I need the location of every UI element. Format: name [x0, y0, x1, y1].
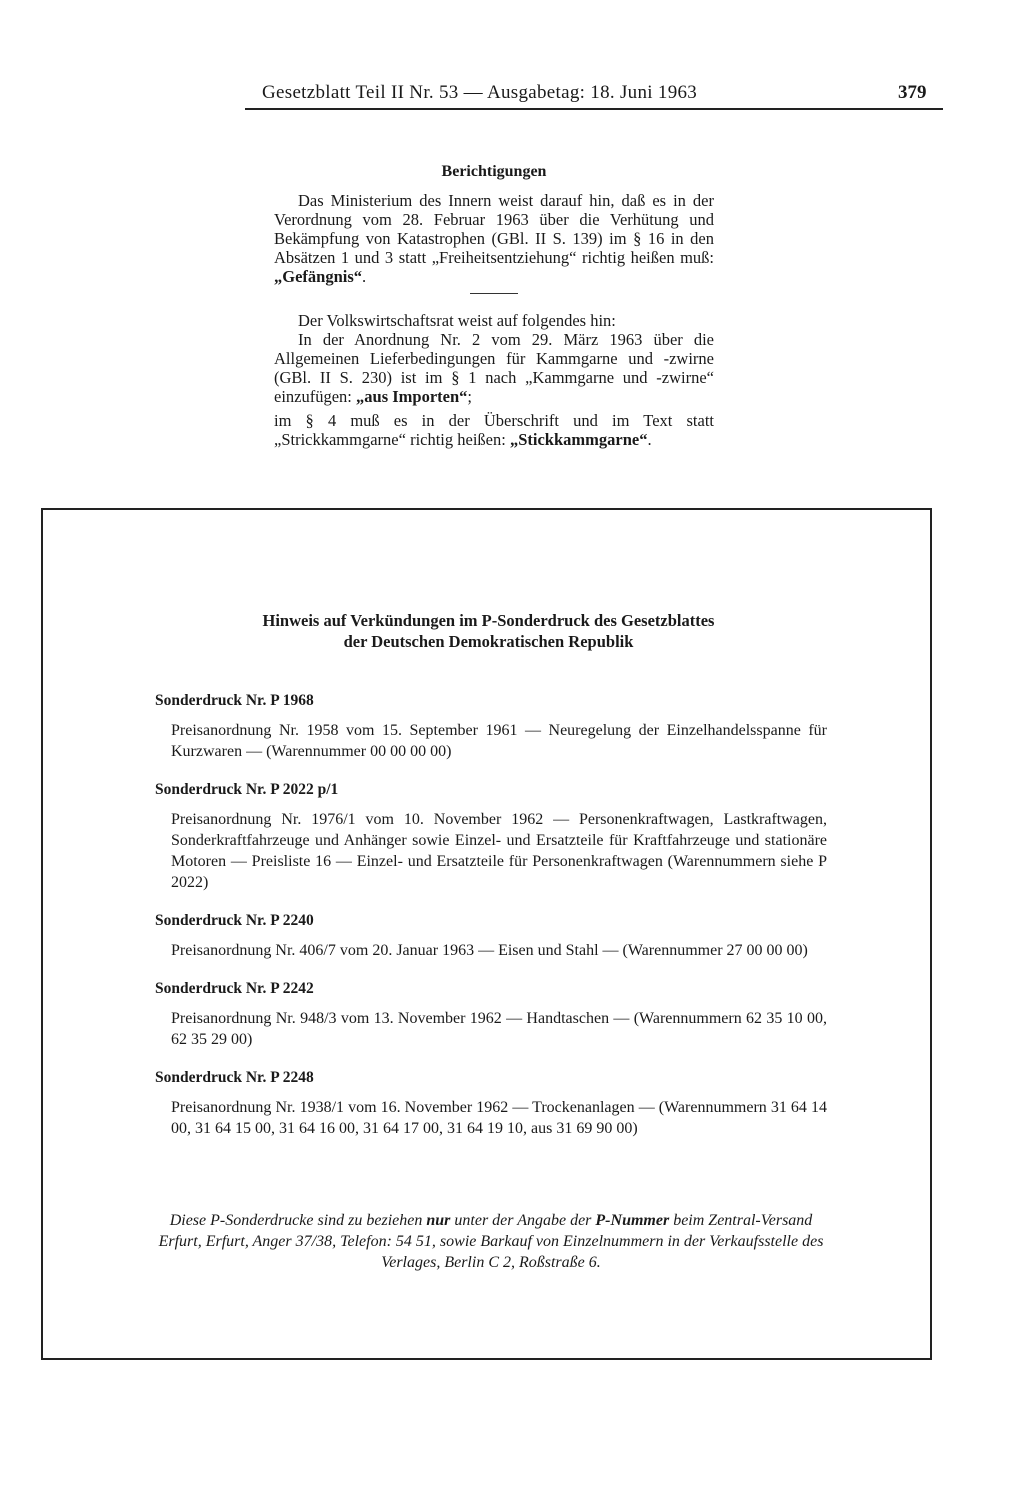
notice-heading — [43, 610, 934, 652]
correction-emphasis: „Stickkammgarne“ — [509, 430, 648, 449]
economic-council-intro: Der Volkswirtschaftsrat weist auf folgendes hin: — [298, 311, 616, 330]
special-print-entry — [155, 912, 827, 961]
note-text: beim Zentral-Versand Erfurt, Erfurt, Anger 37/38, Telefon: 54 51, sowie Barkauf von Einzelnummern in der Verkaufsstelle des Verlages, Berlin C 2, Roßstraße 6. — [158, 1212, 824, 1271]
corrections-heading: Berichtigungen — [441, 163, 547, 180]
note-emphasis: nur — [426, 1212, 451, 1229]
correction-text: Das Ministerium des Innern weist darauf hin, daß es in der Verordnung vom 28. Februar 1963 über die Verhütung und Bekämpfung von Katastrophen (GBl. II S. 139) im § 16 in den Absätzen 1 und 3 statt „Freiheitsentziehung“ richtig heißen muß: — [274, 191, 714, 267]
entry-title: Sonderdruck Nr. P 1968 — [155, 692, 314, 709]
special-print-entry — [155, 980, 827, 1050]
entry-text: Preisanordnung Nr. 1958 vom 15. September 1961 — Neuregelung der Einzelhandelsspanne für Kurzwaren — (Warennummer 00 00 00 00) — [171, 722, 827, 760]
entry-text: Preisanordnung Nr. 1938/1 vom 16. November 1962 — Trockenanlagen — (Warennummern 31 64 14 00, 31 64 15 00, 31 64 16 00, 31 64 17 00, 31 64 19 10, aus 31 69 90 00) — [171, 1099, 827, 1137]
special-print-entry — [155, 692, 827, 762]
notice-heading-line-1: Hinweis auf Verkündungen im P-Sonderdruck des Gesetzblattes — [262, 611, 715, 630]
correction-end: . — [647, 430, 652, 449]
entry-title: Sonderdruck Nr. P 2240 — [155, 912, 314, 929]
page-number: 379 — [898, 82, 927, 103]
notice-heading-line-2: der Deutschen Demokratischen Republik — [343, 632, 634, 651]
special-print-entry — [155, 1069, 827, 1139]
correction-emphasis: „Gefängnis“ — [274, 267, 363, 286]
entry-text: Preisanordnung Nr. 948/3 vom 13. November 1962 — Handtaschen — (Warennummern 62 35 10 00, 62 35 29 00) — [171, 1010, 827, 1048]
special-print-list — [155, 692, 827, 1158]
interior-ministry-correction — [274, 191, 714, 286]
entry-title: Sonderdruck Nr. P 2242 — [155, 980, 314, 997]
entry-title: Sonderdruck Nr. P 2248 — [155, 1069, 314, 1086]
correction-text: In der Anordnung Nr. 2 vom 29. März 1963 über die Allgemeinen Lieferbedingungen für Kammgarne und -zwirne (GBl. II S. 230) ist im § 1 nach „Kammgarne und -zwirne“ einzufügen: — [274, 330, 714, 406]
correction-text: im § 4 muß es in der Überschrift und im Text statt „Strickkammgarne“ richtig heißen: — [274, 411, 714, 449]
entry-text: Preisanordnung Nr. 406/7 vom 20. Januar 1963 — Eisen und Stahl — (Warennummer 27 00 00 00) — [171, 942, 808, 959]
special-print-notice-box — [41, 508, 932, 1360]
economic-council-correction-2 — [274, 411, 714, 449]
correction-end: ; — [467, 387, 472, 406]
special-print-entry — [155, 781, 827, 893]
economic-council-correction-1 — [274, 330, 714, 406]
correction-emphasis: „aus Importen“ — [356, 387, 468, 406]
gazette-title: Gesetzblatt Teil II Nr. 53 — Ausgabetag: 18. Juni 1963 — [262, 82, 698, 103]
header-rule — [245, 108, 943, 110]
entry-text: Preisanordnung Nr. 1976/1 vom 10. November 1962 — Personenkraftwagen, Lastkraftwagen, Sonderkraftfahrzeuge und Anhänger sowie Einzel- und Ersatzteile für Kraftfahrzeuge und stationäre Motoren — Preisliste 16 — Einzel- und Ersatzteile für Personenkraftwagen (Warennummern siehe P 2022) — [171, 811, 827, 891]
section-divider — [470, 293, 518, 294]
correction-end: . — [362, 267, 367, 286]
note-text: Diese P-Sonderdrucke sind zu beziehen — [169, 1212, 423, 1229]
corrections-section — [274, 162, 714, 449]
entry-title: Sonderdruck Nr. P 2022 p/1 — [155, 781, 339, 798]
note-text: unter der Angabe der — [454, 1212, 592, 1229]
ordering-note — [155, 1210, 827, 1273]
note-emphasis: P-Nummer — [595, 1212, 670, 1229]
